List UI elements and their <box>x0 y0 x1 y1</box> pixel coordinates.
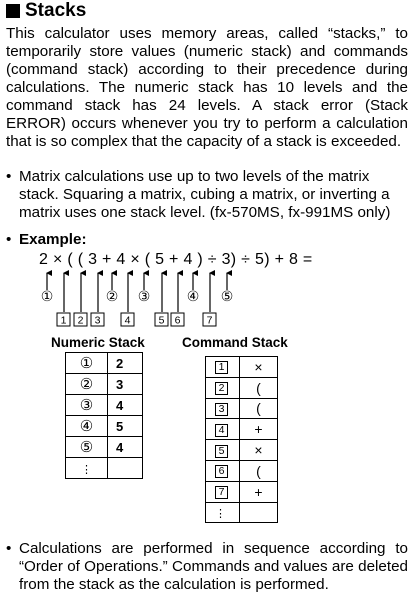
command-marker: 7 <box>206 314 213 327</box>
command-marker: 2 <box>77 314 84 327</box>
command-marker: 5 <box>158 314 165 327</box>
stack-command: × <box>240 357 278 378</box>
table-row <box>66 416 143 437</box>
value-marker: ② <box>105 289 119 305</box>
bullet-marker: • <box>6 540 12 557</box>
table-row <box>206 481 278 502</box>
stack-level: 1 <box>206 357 240 378</box>
stack-value: 5 <box>108 416 143 437</box>
stack-level-continuation: ⋮ <box>66 458 108 479</box>
stack-value: 4 <box>108 395 143 416</box>
bullet-text: Matrix calculations use up to two levels of the matrix stack. Squaring a matrix, cubing a matrix, or inverting a matrix uses one stack level. (fx-570MS, fx-991MS only) <box>19 168 391 221</box>
stack-command: × <box>240 440 278 461</box>
stack-arrows <box>0 268 413 338</box>
stack-command: ( <box>240 377 278 398</box>
command-stack-table <box>205 356 278 523</box>
stack-value: 2 <box>108 353 143 374</box>
black-square-icon <box>6 4 20 18</box>
intro-paragraph: This calculator uses memory areas, called “stacks,” to temporarily store values (numeric stack) and commands (command stack) according to their precedence during calculations. The numeric stack has 10 levels and the command stack has 24 levels. A stack error (Stack ERROR) occurs whenever you try to perform a calculation that is so complex that the capacity of a stack is exceeded. <box>6 25 408 150</box>
bullet-text: Example: <box>19 231 87 248</box>
stack-level: ④ <box>66 416 108 437</box>
stack-level: ⑤ <box>66 437 108 458</box>
table-row <box>206 377 278 398</box>
stack-level: 2 <box>206 377 240 398</box>
example-expression: 2 × ( ( 3 + 4 × ( 5 + 4 ) ÷ 3) ÷ 5) + 8 = <box>39 251 313 268</box>
table-row <box>66 458 143 479</box>
stack-level: 6 <box>206 460 240 481</box>
bullet-marker: • <box>6 231 12 248</box>
stack-command: ( <box>240 398 278 419</box>
value-marker: ① <box>40 289 54 305</box>
command-marker: 3 <box>94 314 101 327</box>
table-row <box>206 398 278 419</box>
stack-level: ③ <box>66 395 108 416</box>
numeric-stack-table <box>65 352 143 479</box>
value-marker: ③ <box>137 289 151 305</box>
numeric-stack-title: Numeric Stack <box>51 335 145 350</box>
stack-level: 5 <box>206 440 240 461</box>
stack-level: ② <box>66 374 108 395</box>
stack-value: 4 <box>108 437 143 458</box>
command-marker: 1 <box>60 314 67 327</box>
table-row <box>206 460 278 481</box>
table-row <box>206 357 278 378</box>
table-row <box>206 502 278 523</box>
section-title: Stacks <box>25 0 87 21</box>
stack-command: + <box>240 481 278 502</box>
command-marker: 4 <box>124 314 131 327</box>
table-row <box>66 353 143 374</box>
stack-diagram <box>0 268 413 338</box>
section-heading <box>6 0 86 22</box>
table-row <box>66 395 143 416</box>
bullet-text: Calculations are performed in sequence according to “Order of Operations.” Commands and values are deleted from the stack as the calculation is performed. <box>19 540 408 593</box>
stack-command <box>240 502 278 523</box>
bullet-marker: • <box>6 168 12 185</box>
table-row <box>206 419 278 440</box>
value-marker: ④ <box>186 289 200 305</box>
stack-value <box>108 458 143 479</box>
stack-command: ( <box>240 460 278 481</box>
stack-value: 3 <box>108 374 143 395</box>
command-marker: 6 <box>174 314 181 327</box>
stack-level: 7 <box>206 481 240 502</box>
value-marker: ⑤ <box>220 289 234 305</box>
stack-level: 4 <box>206 419 240 440</box>
table-row <box>66 437 143 458</box>
stack-command: + <box>240 419 278 440</box>
stack-level-continuation: ⋮ <box>206 502 240 523</box>
table-row <box>66 374 143 395</box>
stack-level: ① <box>66 353 108 374</box>
table-row <box>206 440 278 461</box>
command-stack-title: Command Stack <box>182 335 288 350</box>
stack-level: 3 <box>206 398 240 419</box>
